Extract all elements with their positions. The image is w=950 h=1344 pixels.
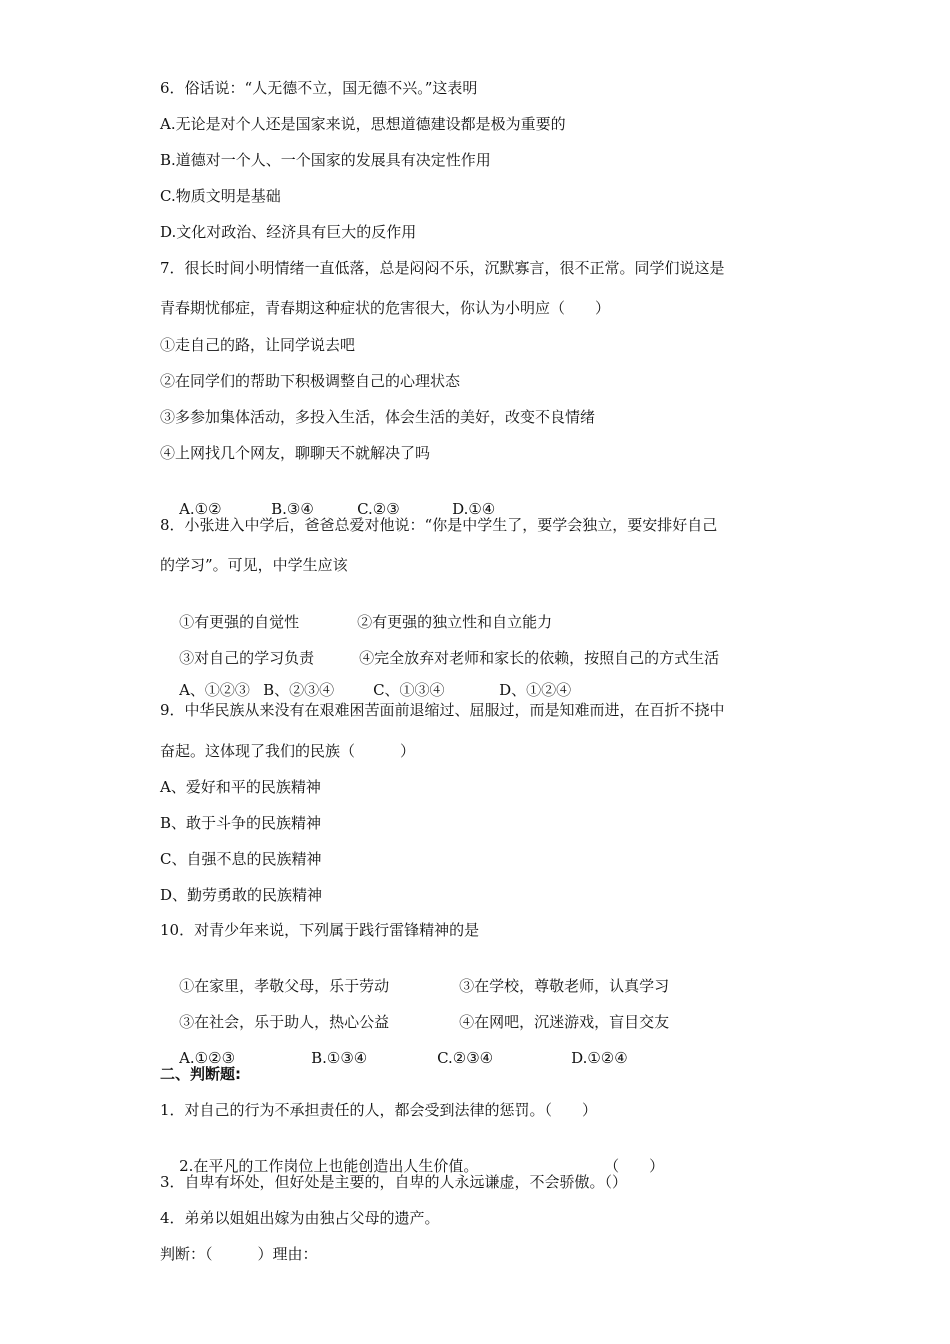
judgment-4-answer: 判断：（ ）理由： [160, 1245, 318, 1263]
q6-option-a: A.无论是对个人还是国家来说，思想道德建设都是极为重要的 [160, 115, 566, 133]
judgment-4: 4．弟弟以姐姐出嫁为由独占父母的遗产。 [160, 1209, 440, 1227]
q8-statement-3: ③对自己的学习负责 [179, 649, 315, 667]
q8-option-d: D、①②④ [499, 681, 572, 699]
q7-stem-line1: 7．很长时间小明情绪一直低落，总是闷闷不乐，沉默寡言，很不正常。同学们说这是 [160, 259, 725, 277]
q7-stem-line2: 青春期忧郁症，青春期这种症状的危害很大，你认为小明应（ ） [160, 299, 611, 317]
q10-statement-1: ①在家里，孝敬父母，乐于劳动 [179, 977, 390, 995]
judgment-2-text: 2.在平凡的工作岗位上也能创造出人生价值。 [179, 1157, 479, 1175]
q8-statement-1: ①有更强的自觉性 [179, 613, 300, 631]
q8-stem-line1: 8．小张进入中学后，爸爸总爱对他说：“你是中学生了，要学会独立，要安排好自己 [160, 516, 718, 534]
q7-statement-4: ④上网找几个网友，聊聊天不就解决了吗 [160, 444, 431, 462]
judgment-1: 1．对自己的行为不承担责任的人，都会受到法律的惩罚。（ ） [160, 1101, 598, 1119]
q10-statement-3: ③在学校，尊敬老师，认真学习 [459, 977, 670, 995]
q7-option-d: D.①④ [452, 500, 496, 518]
q8-statement-4: ④完全放弃对老师和家长的依赖，按照自己的方式生活 [359, 649, 720, 667]
q8-stem-line2: 的学习”。可见，中学生应该 [160, 556, 348, 574]
q9-stem-line1: 9．中华民族从来没有在艰难困苦面前退缩过、屈服过，而是知难而进，在百折不挠中 [160, 701, 725, 719]
judgment-2-paren: （ ） [604, 1157, 665, 1175]
q10-stem: 10．对青少年来说，下列属于践行雷锋精神的是 [160, 921, 480, 939]
q9-option-b: B、敢于斗争的民族精神 [160, 814, 322, 832]
q10-option-b: B.①③④ [311, 1049, 368, 1067]
q6-option-d: D.文化对政治、经济具有巨大的反作用 [160, 223, 417, 241]
q8-option-c: C、①③④ [373, 681, 445, 699]
q6-stem: 6．俗话说：“人无德不立，国无德不兴。”这表明 [160, 79, 478, 97]
q7-statement-1: ①走自己的路，让同学说去吧 [160, 336, 356, 354]
q7-option-b: B.③④ [271, 500, 314, 518]
q7-option-a: A.①② [179, 500, 222, 518]
q8-statement-2: ②有更强的独立性和自立能力 [357, 613, 553, 631]
q7-statement-2: ②在同学们的帮助下积极调整自己的心理状态 [160, 372, 461, 390]
q6-option-b: B.道德对一个人、一个国家的发展具有决定性作用 [160, 151, 491, 169]
judgment-3: 3．自卑有坏处，但好处是主要的，自卑的人永远谦虚，不会骄傲。（） [160, 1173, 628, 1191]
q7-statement-3: ③多参加集体活动，多投入生活，体会生活的美好，改变不良情绪 [160, 408, 596, 426]
q8-option-b: B、②③④ [263, 681, 335, 699]
q6-option-c: C.物质文明是基础 [160, 187, 281, 205]
q9-option-c: C、自强不息的民族精神 [160, 850, 322, 868]
q10-statement-4: ④在网吧，沉迷游戏，盲目交友 [459, 1013, 670, 1031]
q10-option-a: A.①②③ [179, 1049, 236, 1067]
section-2-title: 二、判断题: [160, 1065, 241, 1083]
q7-option-c: C.②③ [357, 500, 400, 518]
q9-option-a: A、爱好和平的民族精神 [160, 778, 321, 796]
q10-statement-3b: ③在社会，乐于助人，热心公益 [179, 1013, 390, 1031]
q10-option-d: D.①②④ [571, 1049, 628, 1067]
q10-option-c: C.②③④ [437, 1049, 494, 1067]
q8-option-a: A、①②③ [179, 681, 250, 699]
q9-stem-line2: 奋起。这体现了我们的民族（ ） [160, 742, 416, 760]
q9-option-d: D、勤劳勇敢的民族精神 [160, 886, 323, 904]
